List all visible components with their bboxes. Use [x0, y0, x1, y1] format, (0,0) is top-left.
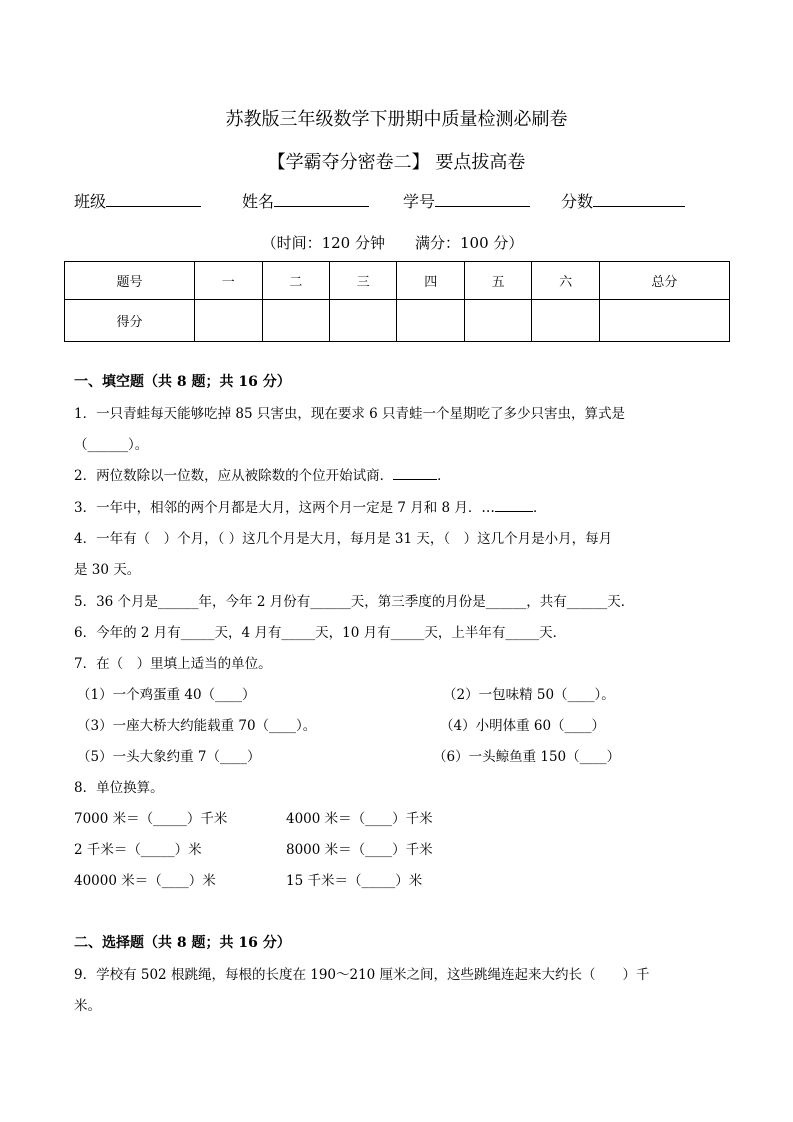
question-2-blank[interactable]	[393, 465, 437, 480]
score-table-header: 三	[330, 262, 397, 300]
score-table-header: 总分	[599, 262, 729, 300]
question-3-blank[interactable]	[495, 497, 533, 512]
q7-item-4: （4）小明体重 60（____）	[440, 718, 606, 734]
page-title: 苏教版三年级数学下册期中质量检测必刷卷	[225, 109, 568, 130]
q7-item-6: （6）一头鲸鱼重 150（____）	[433, 749, 621, 765]
score-row-label: 得分	[65, 300, 195, 342]
name-field[interactable]	[242, 189, 369, 212]
score-cell[interactable]	[599, 300, 729, 342]
question-6: 6．今年的 2 月有_____天，4 月有_____天，10 月有_____天，上半年有_____天．	[74, 625, 567, 641]
time-info: （时间：120 分钟 满分：100 分）	[261, 234, 524, 252]
score-table-header: 四	[397, 262, 464, 300]
class-field[interactable]	[74, 189, 201, 212]
q7-item-5: （5）一头大象约重 7（____）	[77, 749, 261, 765]
section1-heading: 一、填空题（共 8 题；共 16 分）	[74, 374, 291, 390]
score-cell[interactable]	[330, 300, 397, 342]
name-blank[interactable]	[274, 192, 369, 207]
score-table-header: 一	[195, 262, 262, 300]
q7-item-2: （2）一包味精 50（____）。	[443, 687, 615, 703]
score-table-header: 二	[262, 262, 329, 300]
q7-item-1: （1）一个鸡蛋重 40（____）	[77, 687, 256, 703]
question-1-line1: 1．一只青蛙每天能够吃掉 85 只害虫，现在要求 6 只青蛙一个星期吃了多少只害虫，算式是	[74, 406, 626, 422]
score-cell[interactable]	[195, 300, 262, 342]
q8-item-2: 4000 米＝（____）千米	[286, 811, 433, 827]
q8-item-1: 7000 米＝（_____）千米	[74, 811, 228, 827]
question-2: 2．两位数除以一位数，应从被除数的个位开始试商． ．	[74, 464, 451, 484]
question-9-line1: 9．学校有 502 根跳绳，每根的长度在 190～210 厘米之间，这些跳绳连起来大约长（ ）千	[74, 967, 650, 983]
class-blank[interactable]	[106, 192, 201, 207]
name-label: 姓名	[242, 192, 275, 211]
score-table-header: 五	[464, 262, 531, 300]
q8-item-5: 40000 米＝（____）米	[74, 873, 216, 889]
q8-item-3: 2 千米＝（_____）米	[74, 842, 202, 858]
question-5: 5．36 个月是______年，今年 2 月份有______天，第三季度的月份是______，共有______天．	[74, 594, 635, 610]
score-cell[interactable]	[532, 300, 599, 342]
section2-heading: 二、选择题（共 8 题；共 16 分）	[74, 935, 291, 951]
q8-item-4: 8000 米＝（____）千米	[286, 842, 433, 858]
question-4-line1: 4．一年有（ ）个月，（ ）这几个月是大月，每月是 31 天，（ ）这几个月是小月，每月	[74, 531, 613, 547]
q7-item-3: （3）一座大桥大约能载重 70（____）。	[77, 718, 317, 734]
score-cell[interactable]	[464, 300, 531, 342]
question-8: 8．单位换算。	[74, 780, 164, 796]
q8-item-6: 15 千米＝（_____）米	[286, 873, 423, 889]
student-id-label: 学号	[403, 192, 436, 211]
question-9-line2: 米。	[74, 998, 101, 1014]
question-3-text: 3．一年中，相邻的两个月都是大月，这两个月一定是 7 月和 8 月．…	[74, 500, 495, 516]
score-cell[interactable]	[397, 300, 464, 342]
question-4-line2: 是 30 天。	[74, 562, 141, 578]
question-7: 7．在（ ）里填上适当的单位。	[74, 656, 272, 672]
score-cell[interactable]	[262, 300, 329, 342]
score-label: 分数	[561, 192, 594, 211]
question-2-text: 2．两位数除以一位数，应从被除数的个位开始试商．	[74, 468, 394, 484]
page-subtitle: 【学霸夺分密卷二】 要点拔高卷	[267, 152, 526, 173]
score-field[interactable]	[561, 189, 685, 212]
score-table-header: 六	[532, 262, 599, 300]
question-1-line2: （______）。	[74, 437, 149, 453]
score-table-header: 题号	[65, 262, 195, 300]
score-table	[64, 261, 730, 342]
student-id-field[interactable]	[403, 189, 530, 212]
student-id-blank[interactable]	[435, 192, 530, 207]
score-blank[interactable]	[593, 192, 685, 207]
question-3: 3．一年中，相邻的两个月都是大月，这两个月一定是 7 月和 8 月．… ．	[74, 496, 546, 516]
class-label: 班级	[74, 192, 107, 211]
